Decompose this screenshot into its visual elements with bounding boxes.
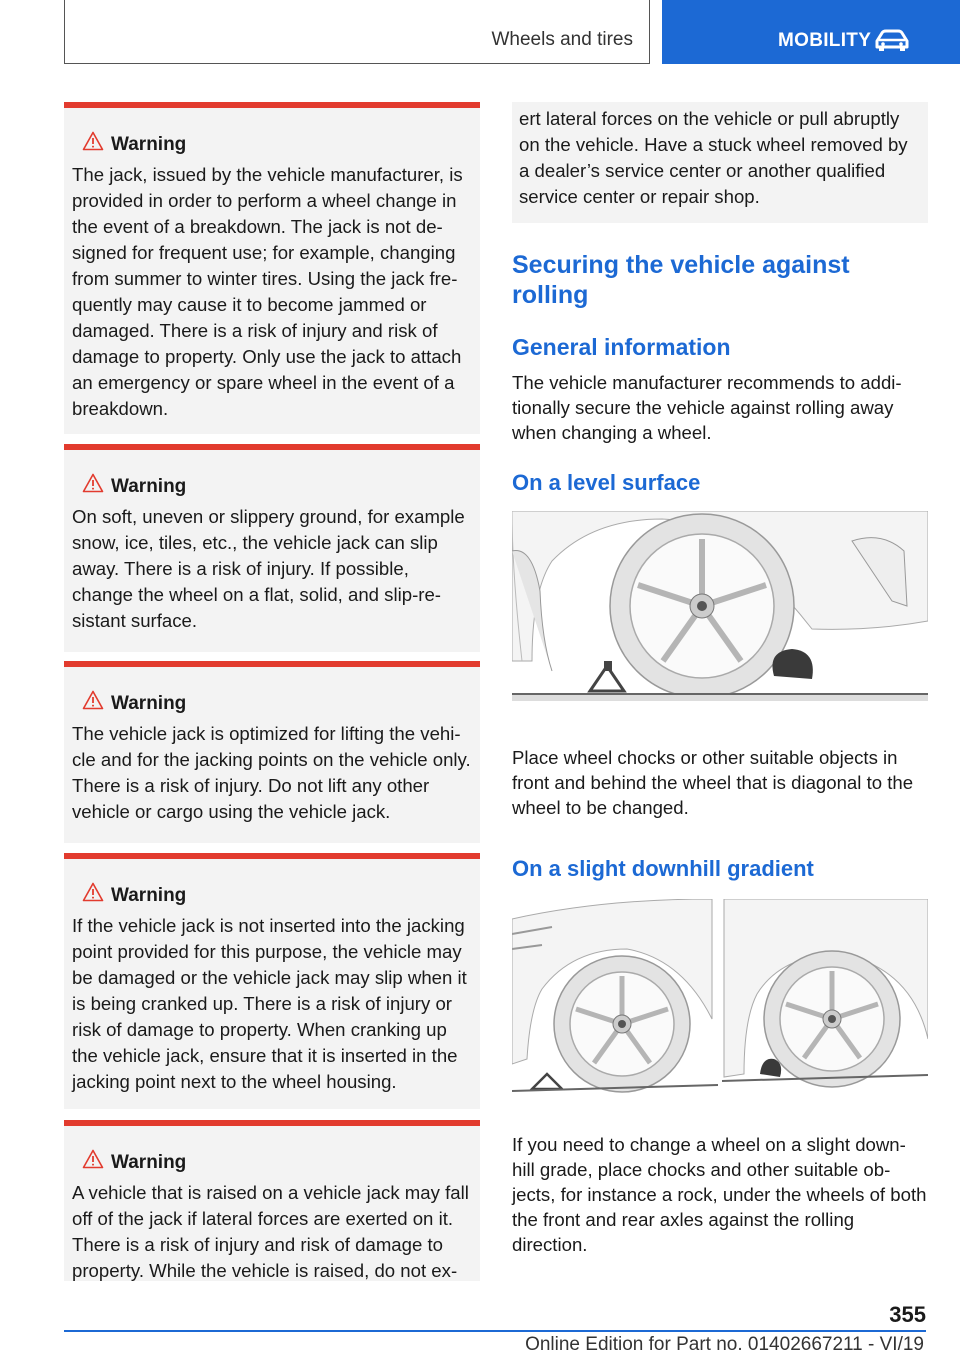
warning-box-lateral-forces [64, 1120, 480, 1281]
warning-box-continued [512, 102, 928, 223]
warning-heading [72, 1152, 474, 1174]
warning-text: The jack, issued by the vehicle manufacturer, is provided in order to perform a wheel change in the event of a breakdown. The jack is not de- signed for frequent use; for example, changing from summer to winter tires. Using the jack fre- quently may cause it to become jammed or damaged. There is a risk of injury and risk of damage to property. Only use the jack to attach an emergency or spare wheel in the event of a breakdown. [72, 164, 463, 419]
warning-triangle-icon [82, 131, 104, 151]
level-surface-illustration [512, 511, 928, 701]
section-title: Securing the vehicle against rolling [512, 251, 850, 309]
warning-box-jack-insertion [64, 853, 480, 1109]
downhill-heading: On a slight downhill gradient [512, 856, 814, 881]
warning-box-jack-purpose [64, 102, 480, 434]
warning-title: Warning [111, 476, 187, 497]
warning-triangle-icon [82, 690, 104, 710]
warning-heading [72, 134, 474, 156]
downhill-text: If you need to change a wheel on a slight down- hill grade, place chocks and other suitable ob- jects, for instance a rock, under the wheels of both the front and rear axles against the rolling direction. [512, 1134, 927, 1255]
warning-box-jacking-points [64, 661, 480, 843]
downhill-illustration [512, 899, 928, 1097]
warning-box-slippery-ground [64, 444, 480, 652]
header-section-frame [64, 0, 650, 64]
warning-triangle-icon [82, 882, 104, 902]
warning-heading [72, 693, 474, 715]
warning-text: The vehicle jack is optimized for lifting the vehi- cle and for the jacking points on the vehicle only. There is a risk of injury. Do not lift any other vehicle or cargo using the vehicle jack. [72, 723, 471, 822]
warning-title: Warning [111, 1152, 187, 1173]
warning-heading [72, 476, 474, 498]
warning-text: If the vehicle jack is not inserted into the jacking point provided for this purpose, the vehicle may be damaged or the vehicle jack may slip when it is being cranked up. There is a risk of injury or risk of damage to property. When cranking up the vehicle jack, ensure that it is inserted in the jacking point next to the wheel housing. [72, 915, 467, 1092]
page-number: 355 [889, 1302, 926, 1327]
header-section-title: Wheels and tires [491, 29, 633, 50]
warning-title: Warning [111, 134, 187, 155]
chapter-tab-label: MOBILITY [778, 30, 872, 51]
car-icon [874, 28, 910, 52]
header-chapter-tab[interactable] [662, 0, 960, 64]
warning-text-continued: ert lateral forces on the vehicle or pull abruptly on the vehicle. Have a stuck wheel removed by a dealer’s service center or another qualified service center or repair shop. [519, 108, 908, 207]
warning-triangle-icon [82, 473, 104, 493]
general-info-heading: General information [512, 334, 731, 360]
level-surface-text: Place wheel chocks or other suitable objects in front and behind the wheel that is diagonal to the wheel to be changed. [512, 747, 914, 818]
footer-edition: Online Edition for Part no. 01402667211 - VI/19 [525, 1334, 924, 1355]
warning-text: A vehicle that is raised on a vehicle jack may fall off of the jack if lateral forces are exerted on it. There is a risk of injury and risk of damage to property. While the vehicle is raised, do not ex- [72, 1182, 469, 1281]
warning-title: Warning [111, 885, 187, 906]
warning-heading [72, 885, 474, 907]
level-surface-heading: On a level surface [512, 470, 701, 495]
general-info-text: The vehicle manufacturer recommends to addi- tionally secure the vehicle against rolling away when changing a wheel. [512, 372, 902, 443]
warning-text: On soft, uneven or slippery ground, for example snow, ice, tiles, etc., the vehicle jack can slip away. There is a risk of injury. If possible, change the wheel on a flat, solid, and slip-re- sistant surface. [72, 506, 465, 631]
warning-triangle-icon [82, 1149, 104, 1169]
footer-divider [64, 1330, 926, 1332]
warning-title: Warning [111, 693, 187, 714]
